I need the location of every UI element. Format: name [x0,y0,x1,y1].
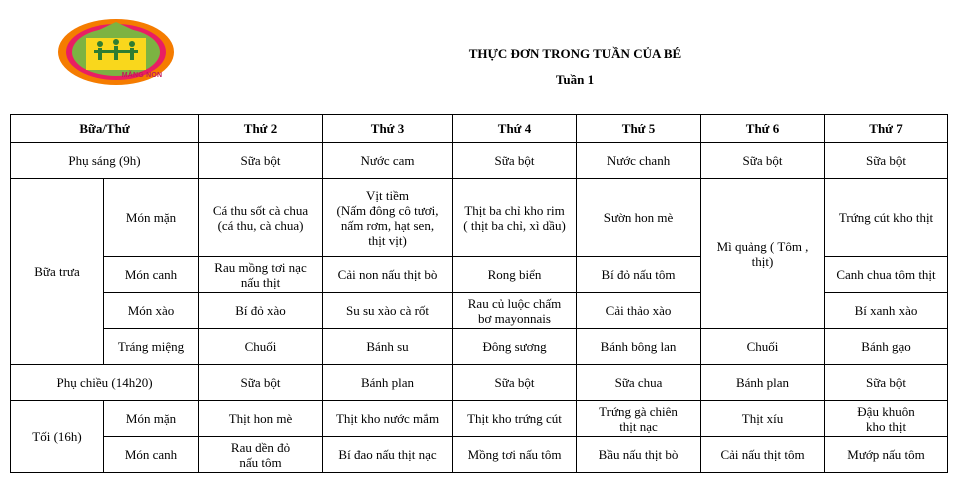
sub-label: Món canh [104,437,199,473]
menu-cell: Canh chua tôm thịt [825,257,948,293]
menu-cell: Rau củ luộc chấm bơ mayonnais [453,293,577,329]
sub-label: Món xào [104,293,199,329]
menu-cell: Cải non nấu thịt bò [323,257,453,293]
menu-cell: Cải thảo xào [577,293,701,329]
phu-chieu-row [11,365,948,401]
menu-cell: Sườn hon mè [577,179,701,257]
menu-cell: Chuối [701,329,825,365]
sub-label: Món mặn [104,179,199,257]
menu-cell: Bí đỏ nấu tôm [577,257,701,293]
menu-cell: Sữa bột [453,143,577,179]
page-title: THỰC ĐƠN TRONG TUẦN CỦA BÉ [468,46,682,61]
day-header: Thứ 2 [199,115,323,143]
meal-label: Phụ chiều (14h20) [11,365,199,401]
menu-cell: Sữa bột [701,143,825,179]
menu-cell-merged: Mì quảng ( Tôm , thịt) [701,179,825,329]
menu-cell: Đông sương [453,329,577,365]
menu-cell: Bí đỏ xào [199,293,323,329]
day-header: Thứ 6 [701,115,825,143]
meal-label: Tối (16h) [11,401,104,473]
menu-cell: Chuối [199,329,323,365]
phu-sang-row [11,143,948,179]
menu-cell: Sữa bột [199,365,323,401]
menu-cell: Sữa bột [825,365,948,401]
menu-cell: Trứng gà chiên thịt nạc [577,401,701,437]
toi-mon-man-row [11,401,948,437]
toi-mon-canh-row [11,437,948,473]
menu-cell: Mướp nấu tôm [825,437,948,473]
menu-cell: Rau mồng tơi nạc nấu thịt [199,257,323,293]
menu-cell: Bánh plan [701,365,825,401]
menu-cell: Bánh su [323,329,453,365]
menu-cell: Bánh gạo [825,329,948,365]
menu-cell: Cá thu sốt cà chua (cá thu, cà chua) [199,179,323,257]
page-subtitle: Tuần 1 [555,72,595,87]
menu-cell: Sữa chua [577,365,701,401]
menu-cell: Đậu khuôn kho thịt [825,401,948,437]
menu-cell: Bí đao nấu thịt nạc [323,437,453,473]
menu-cell: Sữa bột [825,143,948,179]
menu-cell: Trứng cút kho thịt [825,179,948,257]
menu-cell: Sữa bột [453,365,577,401]
menu-cell: Bánh bông lan [577,329,701,365]
day-header: Thứ 7 [825,115,948,143]
meal-label: Bữa trưa [11,179,104,365]
menu-cell: Bánh plan [323,365,453,401]
menu-cell: Rong biển [453,257,577,293]
menu-cell: Su su xào cà rốt [323,293,453,329]
day-header: Thứ 3 [323,115,453,143]
corner-header: Bữa/Thứ [11,115,199,143]
day-header: Thứ 4 [453,115,577,143]
menu-cell: Thịt kho trứng cút [453,401,577,437]
menu-cell: Thịt kho nước mắm [323,401,453,437]
menu-cell: Thịt ba chỉ kho rim ( thịt ba chỉ, xì dầu) [453,179,577,257]
logo-text: MĂNG NON [121,72,163,79]
menu-cell: Thịt xíu [701,401,825,437]
sub-label: Món canh [104,257,199,293]
sub-label: Tráng miệng [104,329,199,365]
menu-cell: Bí xanh xào [825,293,948,329]
meal-label: Phụ sáng (9h) [11,143,199,179]
menu-cell: Vịt tiềm (Nấm đông cô tươi, nấm rơm, hạt sen, thịt vịt) [323,179,453,257]
menu-cell: Thịt hon mè [199,401,323,437]
menu-cell: Rau dền đỏ nấu tôm [199,437,323,473]
sub-label: Món mặn [104,401,199,437]
menu-cell: Cải nấu thịt tôm [701,437,825,473]
trua-mon-man-row [11,179,948,257]
menu-cell: Sữa bột [199,143,323,179]
menu-cell: Nước chanh [577,143,701,179]
menu-cell: Nước cam [323,143,453,179]
header-row [11,115,948,143]
weekly-menu-table [10,114,948,473]
trua-trang-mieng-row [11,329,948,365]
menu-cell: Mồng tơi nấu tôm [453,437,577,473]
menu-cell: Bầu nấu thịt bò [577,437,701,473]
school-logo [54,16,178,88]
day-header: Thứ 5 [577,115,701,143]
